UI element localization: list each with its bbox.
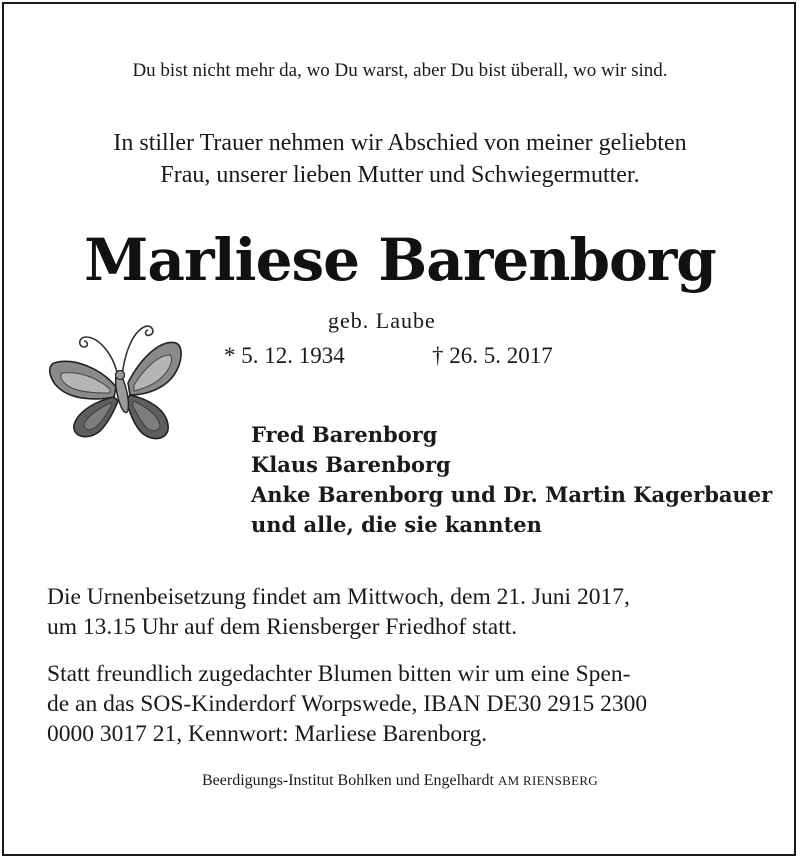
mourner-name: Klaus Barenborg xyxy=(251,452,451,477)
death-date: † 26. 5. 2017 xyxy=(432,343,553,368)
motto-quote: Du bist nicht mehr da, wo Du warst, aber Du bist überall, wo wir sind. xyxy=(132,60,668,81)
funeral-info-line-1: Die Urnenbeisetzung findet am Mittwoch, dem 21. Juni 2017, xyxy=(47,584,630,610)
mourner-name: Fred Barenborg xyxy=(251,422,438,447)
intro-line-1: In stiller Trauer nehmen wir Abschied von meiner geliebten xyxy=(113,130,687,156)
butterfly-icon xyxy=(44,315,184,445)
maiden-name: geb. Laube xyxy=(328,308,436,333)
funeral-home-name: Beerdigungs-Institut Bohlken und Engelhardt xyxy=(202,772,494,789)
donation-line-2: de an das SOS-Kinderdorf Worpswede, IBAN DE30 2915 2300 xyxy=(47,691,648,717)
funeral-info-line-2: um 13.15 Uhr auf dem Riensberger Friedhof statt. xyxy=(47,614,518,640)
deceased-name: Marliese Barenborg xyxy=(84,226,716,294)
birth-date: * 5. 12. 1934 xyxy=(224,343,345,368)
mourner-closing: und alle, die sie kannten xyxy=(251,512,542,537)
funeral-home-footer xyxy=(0,772,800,790)
funeral-home-location: AM RIENSBERG xyxy=(497,773,598,788)
mourner-name: Anke Barenborg und Dr. Martin Kagerbauer xyxy=(251,482,773,507)
donation-line-3: 0000 3017 21, Kennwort: Marliese Barenborg. xyxy=(47,721,488,747)
intro-line-2: Frau, unserer lieben Mutter und Schwiegermutter. xyxy=(160,162,640,188)
donation-line-1: Statt freundlich zugedachter Blumen bitten wir um eine Spen- xyxy=(47,661,631,687)
